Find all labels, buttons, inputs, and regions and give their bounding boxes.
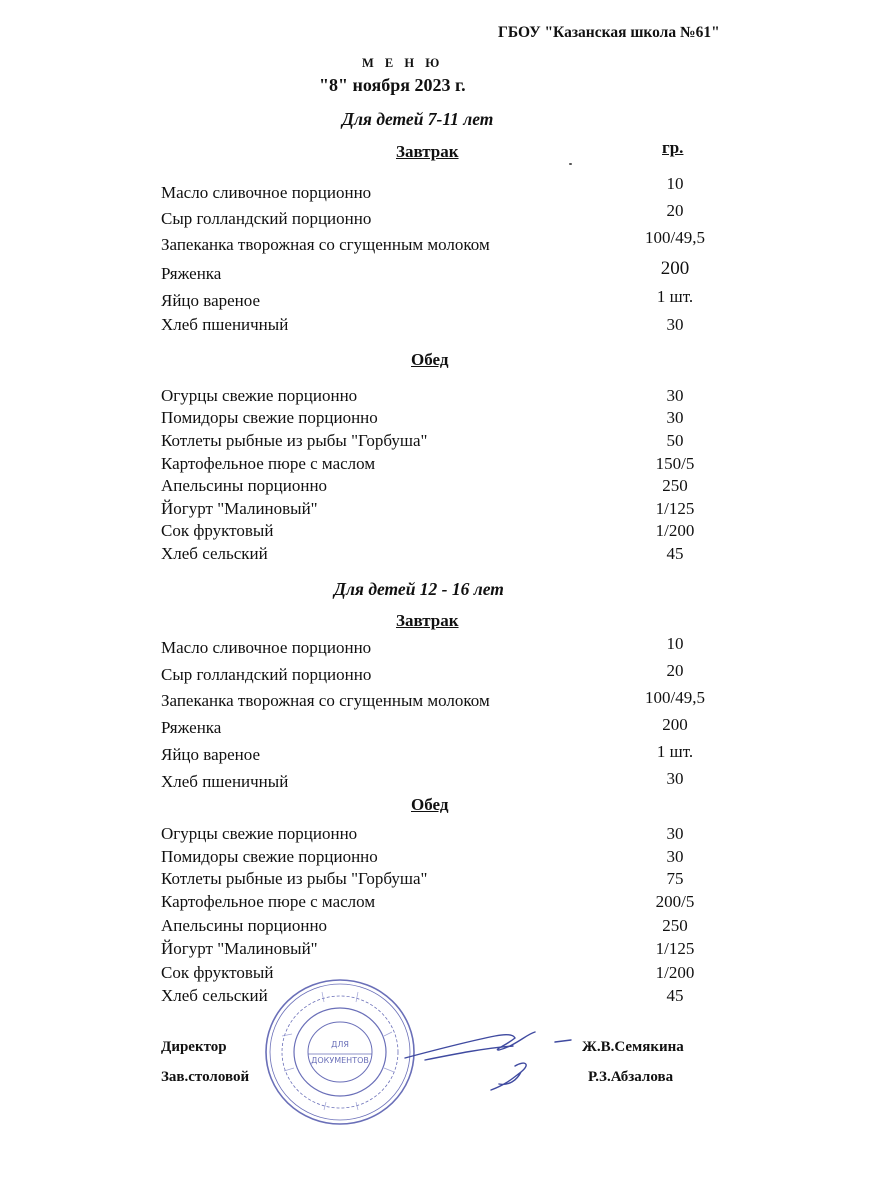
menu-item-qty: 1/200	[655, 963, 695, 982]
menu-item-qty: 10	[666, 634, 684, 653]
menu-item-name: Помидоры свежие порционно	[161, 847, 378, 866]
menu-item-name: Яйцо вареное	[161, 745, 261, 764]
menu-item-qty: 30	[666, 769, 684, 788]
menu-item-name: Помидоры свежие порционно	[161, 408, 378, 427]
scan-speck	[569, 163, 572, 165]
menu-item-name: Сыр голландский порционно	[161, 209, 372, 228]
menu-item-name: Хлеб пшеничный	[161, 772, 289, 791]
menu-item-qty: 30	[666, 408, 684, 427]
age-group-heading: Для детей 12 - 16 лет	[334, 579, 504, 599]
menu-item-qty: 30	[666, 847, 684, 866]
menu-date: "8" ноября 2023 г.	[319, 75, 466, 95]
menu-item-name: Картофельное пюре с маслом	[161, 454, 376, 473]
menu-item-qty: 1/125	[655, 499, 695, 518]
menu-item-qty: 75	[666, 869, 684, 888]
menu-item-qty: 250	[662, 916, 688, 935]
menu-item-qty: 1/200	[655, 521, 695, 540]
director-name: Ж.В.Семякина	[582, 1039, 684, 1055]
menu-item-name: Котлеты рыбные из рыбы "Горбуша"	[161, 869, 428, 888]
menu-item-qty: 30	[666, 386, 684, 405]
menu-item-name: Сок фруктовый	[161, 521, 274, 540]
menu-item-qty: 10	[666, 174, 684, 193]
director-role: Директор	[161, 1039, 227, 1055]
menu-item-name: Запеканка творожная со сгущенным молоком	[161, 691, 490, 710]
unit-heading: гр.	[662, 138, 684, 157]
menu-item-qty: 45	[666, 544, 684, 563]
menu-item-name: Огурцы свежие порционно	[161, 824, 358, 843]
menu-item-qty: 1/125	[655, 939, 695, 958]
menu-item-name: Хлеб пшеничный	[161, 315, 289, 334]
menu-item-qty: 50	[666, 431, 684, 450]
menu-item-name: Яйцо вареное	[161, 291, 261, 310]
menu-item-qty: 20	[666, 201, 684, 220]
organization-name: ГБОУ "Казанская школа №61"	[498, 24, 720, 41]
menu-item-name: Масло сливочное порционно	[161, 183, 372, 202]
menu-item-name: Апельсины порционно	[161, 916, 328, 935]
menu-item-qty: 45	[666, 986, 684, 1005]
menu-item-name: Ряженка	[161, 264, 222, 283]
menu-item-qty: 30	[666, 315, 684, 334]
menu-item-name: Запеканка творожная со сгущенным молоком	[161, 235, 490, 254]
menu-item-qty: 200	[660, 258, 690, 279]
age-group-heading: Для детей 7-11 лет	[342, 109, 494, 129]
lunch-heading: Обед	[411, 795, 449, 814]
canteen-head-role: Зав.столовой	[161, 1069, 250, 1085]
breakfast-heading: Завтрак	[396, 142, 459, 161]
menu-item-qty: 30	[666, 824, 684, 843]
menu-item-qty: 150/5	[655, 454, 695, 473]
menu-item-qty: 1 шт.	[656, 287, 694, 306]
stamp-text-top: ДЛЯ	[331, 1040, 349, 1049]
menu-item-name: Апельсины порционно	[161, 476, 328, 495]
menu-item-name: Ряженка	[161, 718, 222, 737]
handwritten-signature	[395, 1020, 575, 1100]
menu-item-qty: 20	[666, 661, 684, 680]
menu-item-name: Котлеты рыбные из рыбы "Горбуша"	[161, 431, 428, 450]
stamp-text-bottom: ДОКУМЕНТОВ	[311, 1056, 369, 1065]
menu-heading: М Е Н Ю	[362, 56, 444, 70]
menu-item-name: Йогурт "Малиновый"	[161, 939, 318, 958]
menu-item-name: Йогурт "Малиновый"	[161, 499, 318, 518]
menu-item-qty: 100/49,5	[645, 688, 705, 707]
menu-item-name: Картофельное пюре с маслом	[161, 892, 376, 911]
canteen-head-name: Р.З.Абзалова	[588, 1069, 674, 1085]
breakfast-heading: Завтрак	[396, 611, 459, 630]
menu-item-qty: 100/49,5	[645, 228, 705, 247]
menu-item-name: Хлеб сельский	[161, 544, 268, 563]
menu-item-name: Хлеб сельский	[161, 986, 268, 1005]
lunch-heading: Обед	[411, 350, 449, 369]
menu-item-qty: 200/5	[655, 892, 695, 911]
menu-item-name: Масло сливочное порционно	[161, 638, 372, 657]
menu-item-qty: 200	[662, 715, 688, 734]
menu-item-name: Сок фруктовый	[161, 963, 274, 982]
menu-item-qty: 1 шт.	[656, 742, 694, 761]
menu-item-name: Сыр голландский порционно	[161, 665, 372, 684]
menu-item-qty: 250	[662, 476, 688, 495]
menu-item-name: Огурцы свежие порционно	[161, 386, 358, 405]
